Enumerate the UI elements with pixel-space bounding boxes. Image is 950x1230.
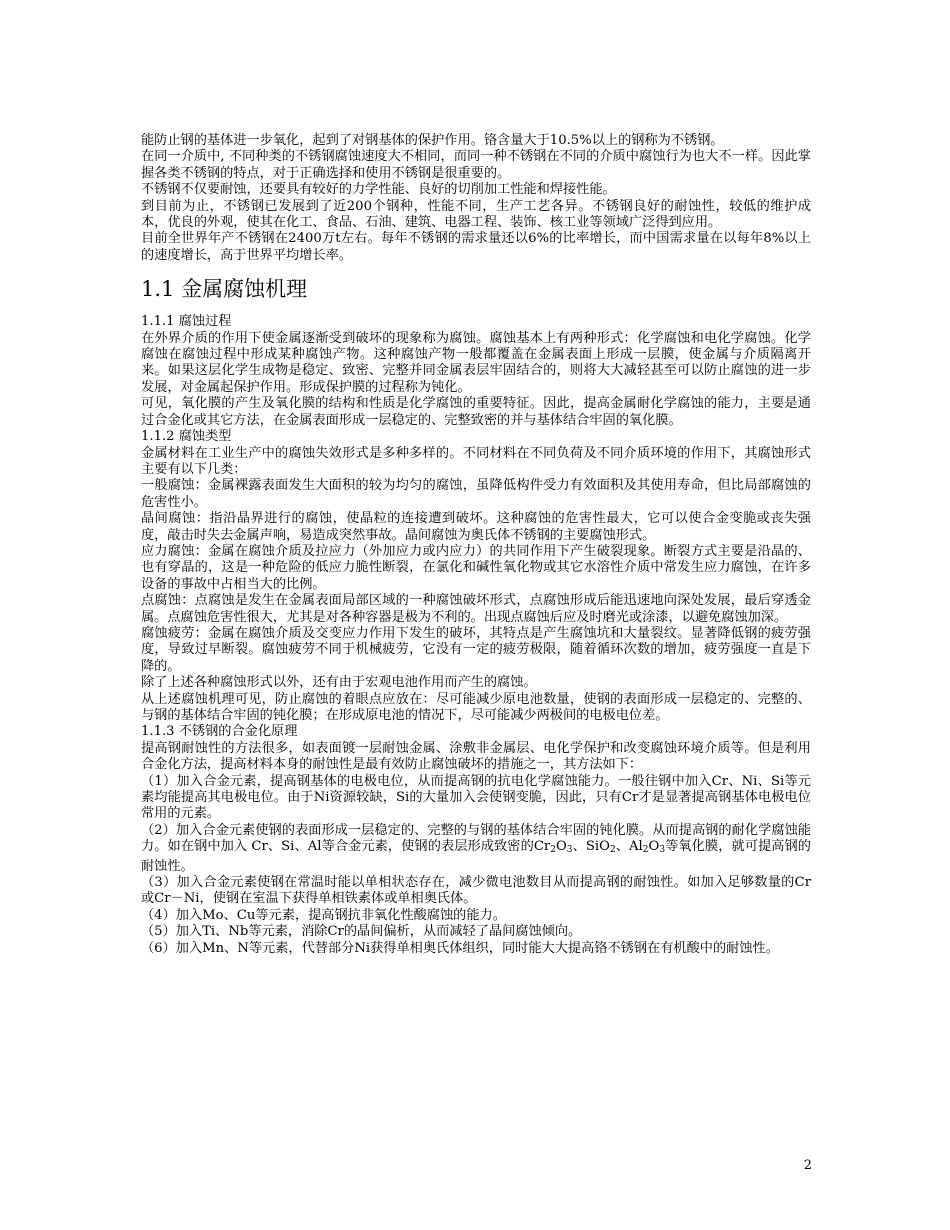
intro-paragraph: 目前全世界年产不锈钢在2400万t左右。每年不锈钢的需求量还以6%的比率增长，而中国需求量在以每年8%以上的速度增长，高于世界平均增长率。 [141, 231, 811, 263]
body-paragraph: 从上述腐蚀机理可见，防止腐蚀的着眼点应放在：尽可能减少原电池数量，使钢的表面形成一层稳定的、完整的、与钢的基体结合牢固的钝化膜；在形成原电池的情况下，尽可能减少两极间的电极电位差。 [141, 691, 811, 723]
subscript: 2 [642, 845, 649, 856]
subsection-title-corrosion-process: 1.1.1 腐蚀过程 [141, 314, 232, 330]
list-item [141, 823, 811, 875]
list-item-text: O [648, 839, 660, 855]
subscript: 3 [566, 845, 573, 856]
body-paragraph: 在外界介质的作用下使金属逐渐受到破坏的现象称为腐蚀。腐蚀基本上有两种形式：化学腐蚀和电化学腐蚀。化学腐蚀在腐蚀过程中形成某种腐蚀产物。这种腐蚀产物一般都覆盖在金属表面上形成一层膜，使金属与介质隔离开来。如果这层化学生成物是稳定、致密、完整并同金属表层牢固结合的，则将大大减轻甚至可以防止腐蚀的进一步发展，对金属起保护作用。形成保护膜的过程称为钝化。 [141, 330, 811, 395]
list-item-text: 、Al [615, 839, 643, 855]
intro-paragraph: 在同一介质中, 不同种类的不锈钢腐蚀速度大不相同，而同一种不锈钢在不同的介质中腐蚀行为也大不一样。因此掌握各类不锈钢的特点，对于正确选择和使用不锈钢是很重要的。 [141, 149, 811, 181]
body-paragraph: 金属材料在工业生产中的腐蚀失效形式是多种多样的。不同材料在不同负荷及不同介质环境的作用下，其腐蚀形式主要有以下几类： [141, 445, 811, 477]
body-paragraph: 晶间腐蚀：指沿晶界进行的腐蚀，使晶粒的连接遭到破坏。这种腐蚀的危害性最大，它可以使合金变脆或丧失强度，敲击时失去金属声响，易造成突然事故。晶间腐蚀为奥氏体不锈钢的主要腐蚀形式。 [141, 511, 811, 543]
body-paragraph: 腐蚀疲劳：金属在腐蚀介质及交变应力作用下发生的破坏，其特点是产生腐蚀坑和大量裂纹。显著降低钢的疲劳强度，导致过早断裂。腐蚀疲劳不同于机械疲劳，它没有一定的疲劳极限，随着循环次数的增加，疲劳强度一直是下降的。 [141, 625, 811, 674]
subscript: 2 [609, 845, 616, 856]
subscript: 2 [550, 845, 556, 856]
intro-paragraph: 不锈钢不仅要耐蚀，还要具有较好的力学性能、良好的切削加工性能和焊接性能。 [141, 182, 616, 198]
list-item: （3）加入合金元素使钢在常温时能以单相状态存在，减少微电池数目从而提高钢的耐蚀性。如加入足够数量的Cr或Cr－Ni，使钢在室温下获得单相铁素体或单相奥氏体。 [141, 875, 811, 907]
body-paragraph: 提高钢耐蚀性的方法很多，如表面镀一层耐蚀金属、涂敷非金属层、电化学保护和改变腐蚀环境介质等。但是利用合金化方法，提高材料本身的耐蚀性是最有效防止腐蚀破坏的措施之一，其方法如下： [141, 740, 811, 773]
body-paragraph: 可见，氧化膜的产生及氧化膜的结构和性质是化学腐蚀的重要特征。因此，提高金属耐化学腐蚀的能力，主要是通过合金化或其它方法，在金属表面形成一层稳定的、完整致密的并与基体结合牢固的氧化膜。 [141, 396, 811, 428]
body-paragraph: 一般腐蚀：金属裸露表面发生大面积的较为均匀的腐蚀，虽降低构件受力有效面积及其使用寿命，但比局部腐蚀的危害性小。 [141, 478, 811, 510]
list-item-text: （2）加入合金元素使钢的表面形成一层稳定的、完整的与钢的基体结合牢固的钝化膜。从而提高钢的耐化学腐蚀能力。如在钢中加入 Cr、Si、Al等合金元素，使钢的表层形成致密的Cr [141, 822, 811, 855]
document-page [141, 133, 811, 957]
page-number: 2 [803, 1158, 812, 1173]
body-paragraph: 除了上述各种腐蚀形式以外，还有由于宏观电池作用而产生的腐蚀。 [141, 675, 537, 691]
list-item: （6）加入Mn、N等元素，代替部分Ni获得单相奥氏体组织，同时能大大提高铬不锈钢在有机酸中的耐蚀性。 [141, 940, 779, 956]
list-item: （1）加入合金元素，提高钢基体的电极电位，从而提高钢的抗电化学腐蚀能力。一般往钢中加入Cr、Ni、Si等元素均能提高其电极电位。由于Ni资源较缺，Si的大量加入会使钢变脆，因此，只有Cr才是显著提高钢基体电极电位常用的元素。 [141, 773, 811, 822]
body-paragraph: 点腐蚀：点腐蚀是发生在金属表面局部区域的一种腐蚀破坏形式，点腐蚀形成后能迅速地向深处发展，最后穿透金属。点腐蚀危害性很大，尤其是对各种容器是极为不利的。出现点腐蚀后应及时磨光或涂漆，以避免腐蚀加深。 [141, 593, 811, 625]
section-heading: 1.1 金属腐蚀机理 [141, 277, 308, 302]
list-item-text: 等氧化膜，就可提高钢的耐蚀性。 [141, 839, 811, 874]
intro-paragraph: 能防止钢的基体进一步氧化，起到了对钢基体的保护作用。铬含量大于10.5%以上的钢称为不锈钢。 [141, 133, 724, 148]
list-item: （4）加入Mo、Cu等元素，提高钢抗非氧化性酸腐蚀的能力。 [141, 907, 506, 923]
subscript: 3 [659, 845, 666, 856]
intro-paragraph: 到目前为止，不锈钢已发展到了近200个钢种，性能不同，生产工艺各异。不锈钢良好的耐蚀性，较低的维护成本，优良的外观，使其在化工、食品、石油、建筑、电器工程、装饰、核工业等领域广泛得到应用。 [141, 198, 811, 231]
subsection-title-alloying-principle: 1.1.3 不锈钢的合金化原理 [141, 724, 298, 740]
list-item-text: 、SiO [572, 839, 610, 855]
subsection-title-corrosion-types: 1.1.2 腐蚀类型 [141, 429, 232, 445]
list-item-text: O [555, 839, 567, 855]
body-paragraph: 应力腐蚀：金属在腐蚀介质及拉应力（外加应力或内应力）的共同作用下产生破裂现象。断裂方式主要是沿晶的、也有穿晶的，这是一种危险的低应力脆性断裂，在氯化和碱性氧化物或其它水溶性介质中常发生应力腐蚀，在许多设备的事故中占相当大的比例。 [141, 543, 811, 592]
list-item: （5）加入Ti、Nb等元素，消除Cr的晶间偏析，从而减轻了晶间腐蚀倾向。 [141, 924, 582, 940]
